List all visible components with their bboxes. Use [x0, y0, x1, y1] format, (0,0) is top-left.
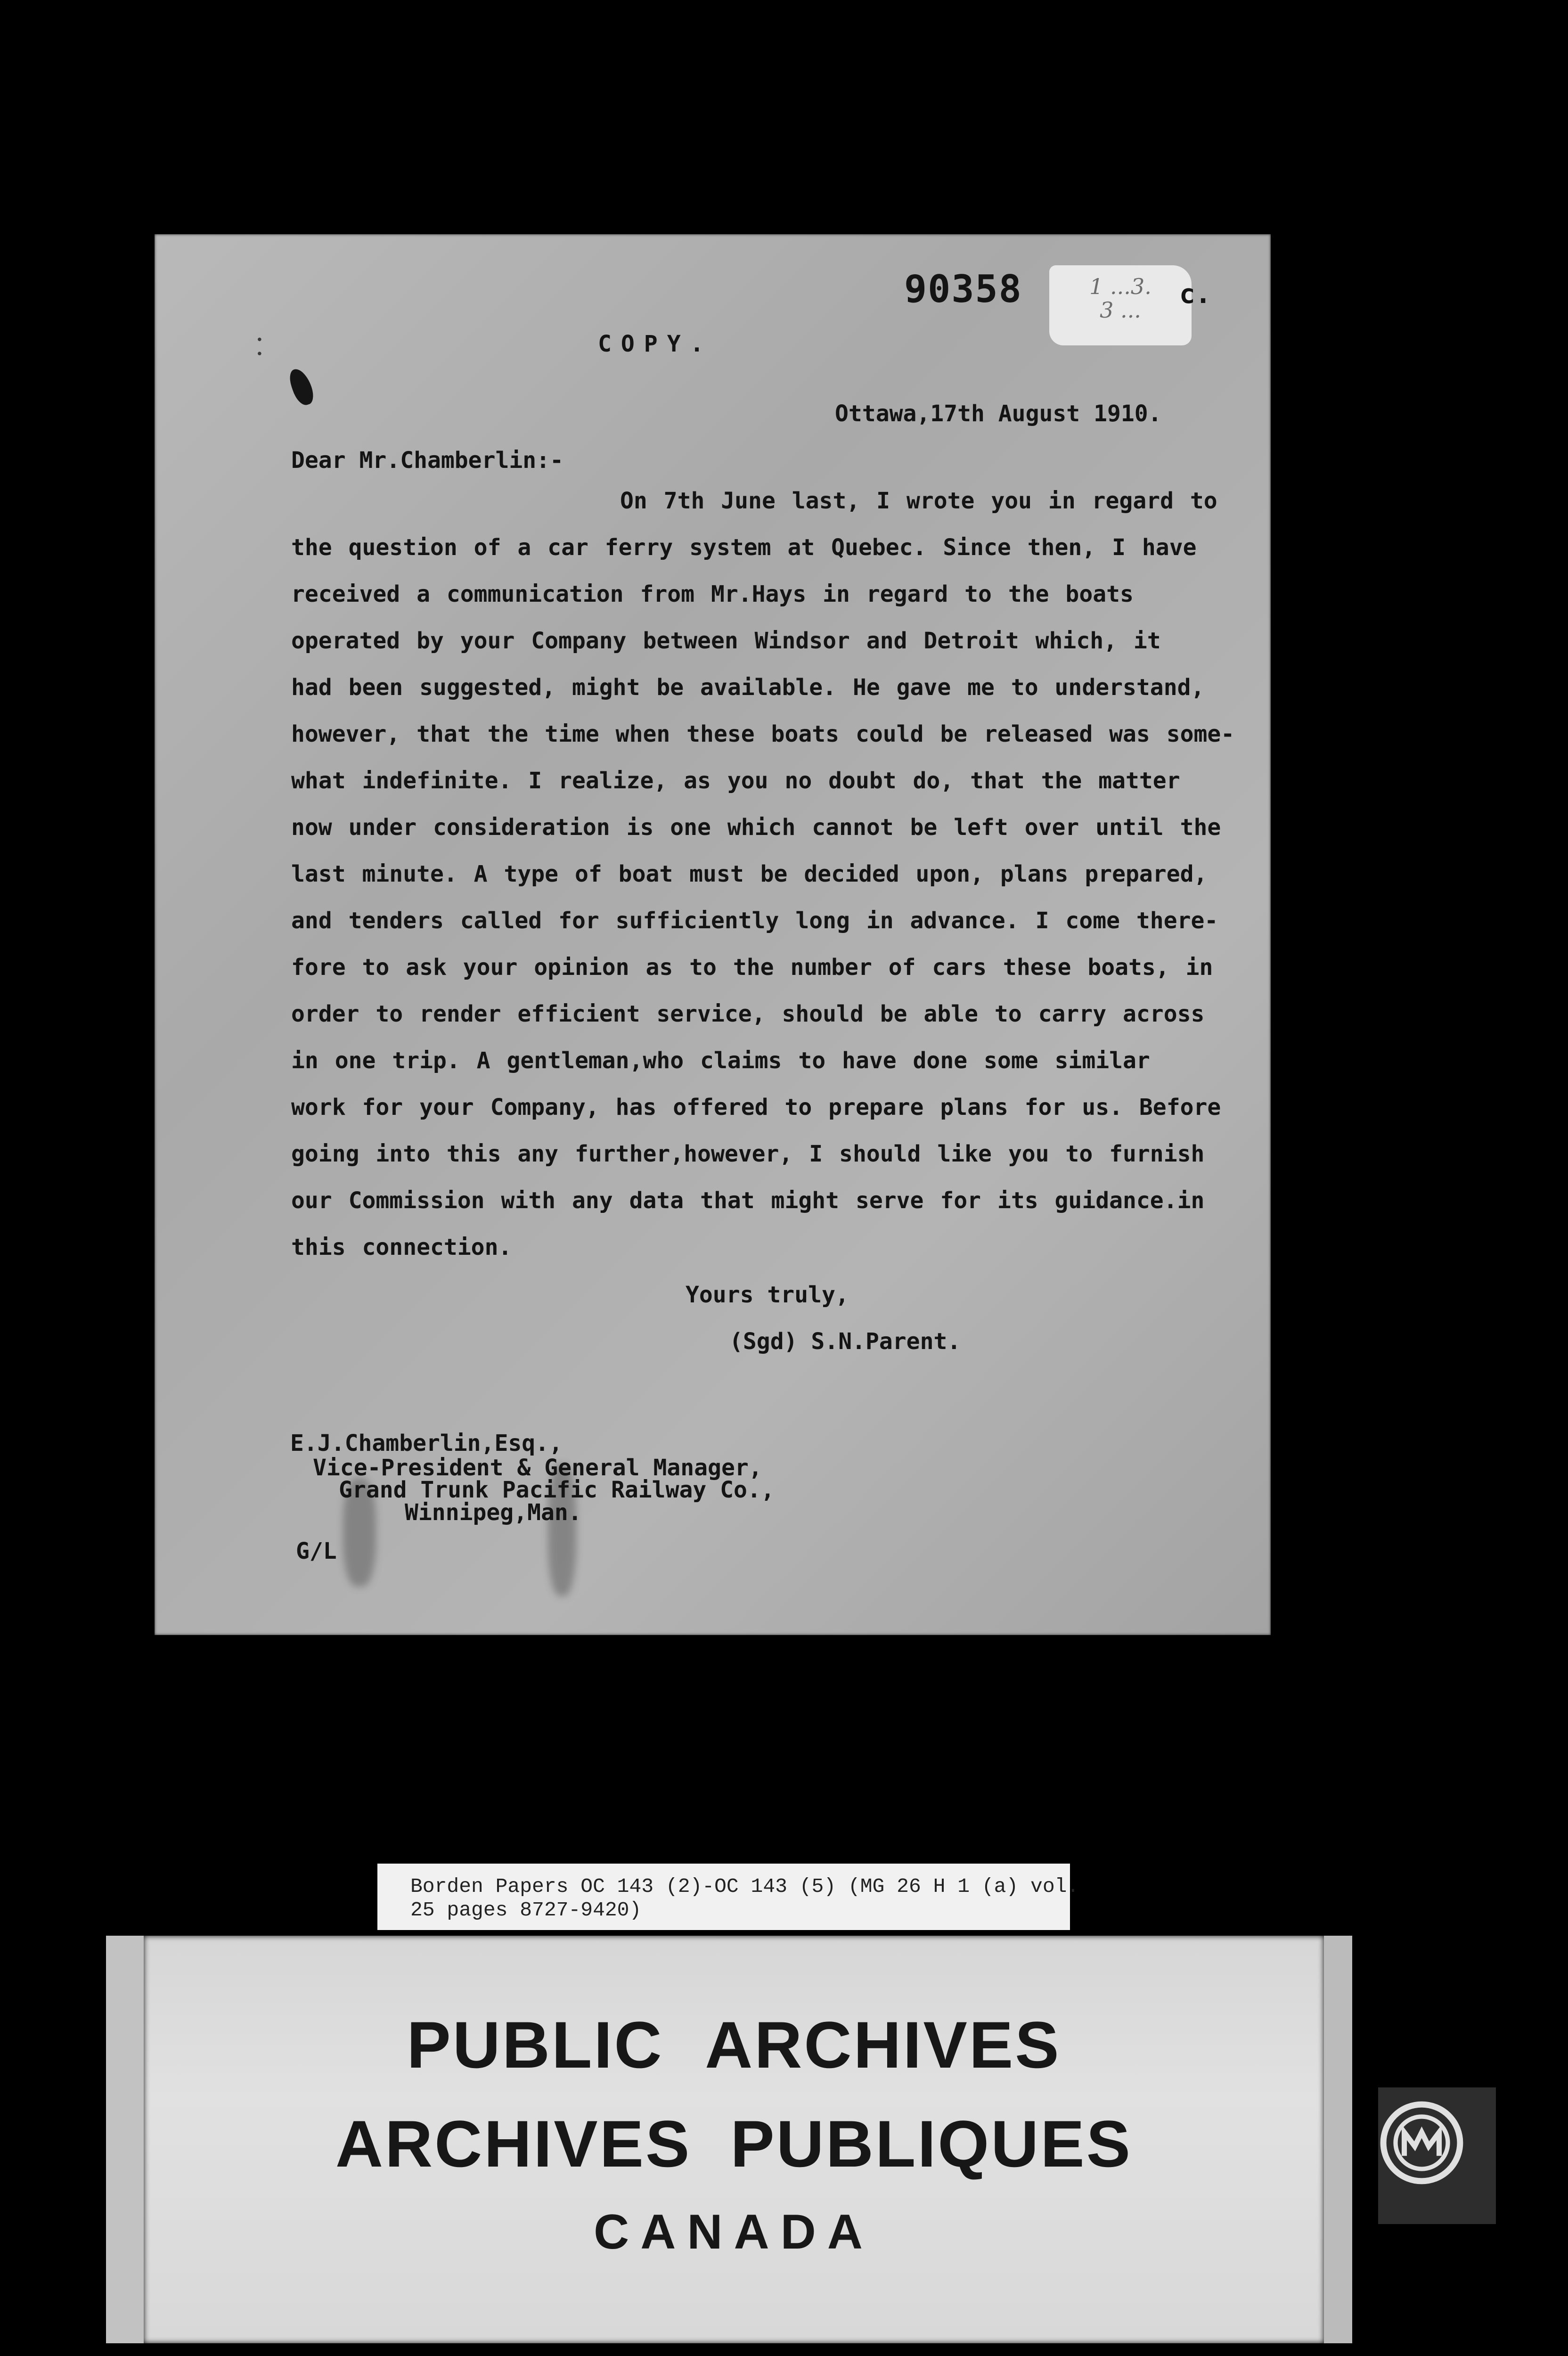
reference-slip: [377, 1864, 1079, 1930]
archives-country: CANADA: [594, 2205, 874, 2259]
body-line: this connection.: [291, 1234, 512, 1260]
body-line: in one trip. A gentleman,who claims to have done some similar: [291, 1047, 1150, 1074]
typist-initials: G/L: [296, 1538, 337, 1564]
letter-body: [291, 486, 1233, 1279]
body-line: now under consideration is one which cannot be left over until the: [291, 814, 1221, 841]
archives-logo-icon: [1378, 2099, 1465, 2186]
letter-date: Ottawa,17th August 1910.: [835, 401, 1162, 427]
punch-marks: • •: [256, 333, 263, 361]
salutation: Dear Mr.Chamberlin:-: [291, 447, 564, 474]
copy-label: COPY.: [598, 331, 713, 357]
body-line: On 7th June last, I wrote you in regard to: [291, 488, 1217, 514]
body-line: work for your Company, has offered to prepare plans for us. Before: [291, 1094, 1221, 1121]
body-line: operated by your Company between Windsor and Detroit which, it: [291, 628, 1161, 654]
recipient-city: Winnipeg,Man.: [405, 1499, 582, 1526]
recipient-title: Vice-President & General Manager,: [313, 1455, 762, 1481]
pencil-note-line: 3 ...: [1100, 297, 1141, 323]
signature: (Sgd) S.N.Parent.: [729, 1328, 961, 1355]
body-line: had been suggested, might be available. He gave me to understand,: [291, 674, 1205, 701]
recipient-company: Grand Trunk Pacific Railway Co.,: [339, 1477, 775, 1503]
body-line: what indefinite. I realize, as you no doubt do, that the matter: [291, 768, 1180, 794]
archives-title-fr: ARCHIVES PUBLIQUES: [335, 2107, 1133, 2181]
recipient-name: E.J.Chamberlin,Esq.,: [290, 1430, 563, 1456]
body-line: and tenders called for sufficiently long in advance. I come there-: [291, 908, 1218, 934]
reference-line: 25 pages 8727-9420): [410, 1898, 642, 1922]
document-number-suffix: c.: [1179, 279, 1211, 310]
pencil-note-line: 1 ...3.: [1089, 274, 1152, 299]
closing: Yours truly,: [686, 1282, 849, 1308]
document-number: 90358: [904, 267, 1022, 311]
body-line: our Commission with any data that might serve for its guidance.in: [291, 1187, 1205, 1214]
body-line: the question of a car ferry system at Quebec. Since then, I have: [291, 534, 1197, 561]
body-line: however, that the time when these boats could be released was some-: [291, 721, 1235, 747]
body-line: order to render efficient service, should be able to carry across: [291, 1001, 1205, 1027]
letter-page: [155, 234, 1271, 1635]
ink-blot: [287, 366, 317, 408]
body-line: received a communication from Mr.Hays in regard to the boats: [291, 581, 1134, 607]
reference-line: Borden Papers OC 143 (2)-OC 143 (5) (MG 26 H 1 (a) vol.: [410, 1875, 1079, 1898]
body-line: last minute. A type of boat must be decided upon, plans prepared,: [291, 861, 1208, 887]
pencil-annotation: [1049, 265, 1192, 345]
body-line: fore to ask your opinion as to the number of cars these boats, in: [291, 954, 1213, 981]
archives-card: [106, 1936, 1352, 2343]
archives-title-en: PUBLIC ARCHIVES: [407, 2008, 1061, 2082]
body-line: going into this any further,however, I should like you to furnish: [291, 1141, 1205, 1167]
